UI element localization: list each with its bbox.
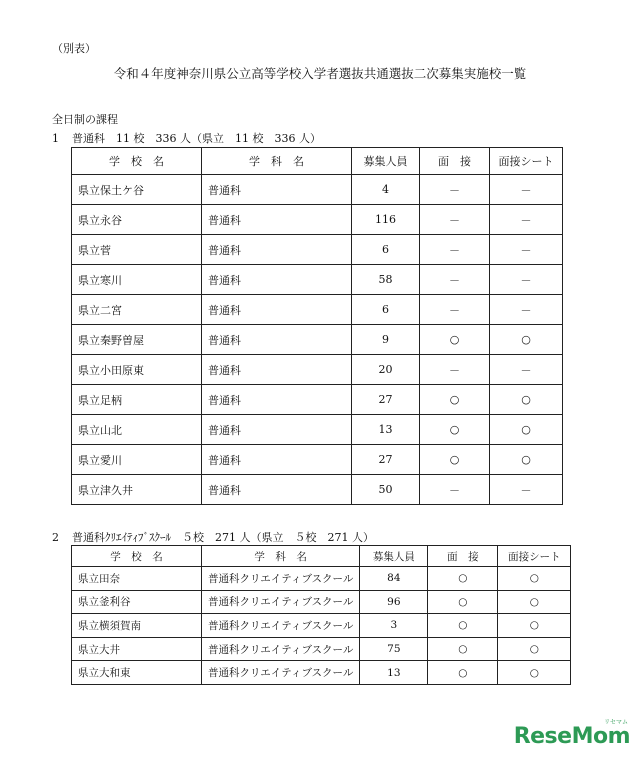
department-name: 普通科クリエイティブスクール: [202, 637, 360, 661]
interview-mark: －: [420, 205, 490, 235]
department-name: 普通科: [202, 415, 352, 445]
logo-text: ReseMom: [513, 724, 630, 749]
logo-subtext: リセマム: [604, 719, 628, 726]
capacity-value: 96: [360, 590, 428, 614]
interview-mark: －: [420, 295, 490, 325]
interview-sheet-mark: ○: [490, 415, 563, 445]
table-row: [72, 475, 563, 505]
interview-sheet-mark: ○: [498, 567, 571, 591]
capacity-value: 116: [352, 205, 420, 235]
interview-mark: ○: [428, 567, 498, 591]
department-name: 普通科クリエイティブスクール: [202, 614, 360, 638]
header-capacity: 募集人員: [352, 148, 420, 175]
department-name: 普通科: [202, 235, 352, 265]
capacity-value: 13: [360, 661, 428, 685]
interview-mark: ○: [428, 637, 498, 661]
annex-label: （別表）: [52, 42, 96, 55]
interview-sheet-mark: －: [490, 205, 563, 235]
interview-sheet-mark: ○: [490, 445, 563, 475]
school-name: 県立愛川: [72, 445, 202, 475]
school-name: 県立大井: [72, 637, 202, 661]
school-name: 県立寒川: [72, 265, 202, 295]
interview-mark: ○: [428, 661, 498, 685]
capacity-value: 27: [352, 445, 420, 475]
section-heading-1: [52, 130, 321, 146]
interview-mark: －: [420, 265, 490, 295]
interview-sheet-mark: ○: [498, 661, 571, 685]
section-heading-2: [52, 529, 374, 545]
header-interview-sheet: 面接シート: [490, 148, 563, 175]
table-row: [72, 235, 563, 265]
interview-sheet-mark: －: [490, 475, 563, 505]
department-name: 普通科クリエイティブスクール: [202, 567, 360, 591]
school-name: 県立菅: [72, 235, 202, 265]
table-row: [72, 614, 571, 638]
capacity-value: 84: [360, 567, 428, 591]
section-heading-text: 普通科ｸﾘｴｲﾃｨﾌﾞｽｸｰﾙ ５校 271 人（県立 ５校 271 人）: [72, 531, 374, 544]
table-row: [72, 567, 571, 591]
table-row: [72, 355, 563, 385]
header-department: 学 科 名: [202, 546, 360, 567]
school-name: 県立二宮: [72, 295, 202, 325]
department-name: 普通科クリエイティブスクール: [202, 661, 360, 685]
capacity-value: 27: [352, 385, 420, 415]
interview-mark: －: [420, 355, 490, 385]
interview-mark: －: [420, 475, 490, 505]
table-row: [72, 637, 571, 661]
section-number: 2: [52, 531, 59, 544]
header-capacity: 募集人員: [360, 546, 428, 567]
school-table-general: [71, 147, 563, 505]
section-heading-text: 普通科 11 校 336 人（県立 11 校 336 人）: [72, 132, 321, 145]
interview-sheet-mark: ○: [490, 325, 563, 355]
interview-sheet-mark: －: [490, 175, 563, 205]
table-row: [72, 445, 563, 475]
school-name: 県立大和東: [72, 661, 202, 685]
department-name: 普通科: [202, 385, 352, 415]
department-name: 普通科: [202, 175, 352, 205]
school-table-creative-school: [71, 545, 571, 685]
header-school: 学 校 名: [72, 148, 202, 175]
capacity-value: 50: [352, 475, 420, 505]
capacity-value: 58: [352, 265, 420, 295]
school-name: 県立田奈: [72, 567, 202, 591]
table-row: [72, 175, 563, 205]
interview-mark: ○: [428, 590, 498, 614]
interview-sheet-mark: ○: [490, 385, 563, 415]
interview-mark: ○: [420, 325, 490, 355]
capacity-value: 3: [360, 614, 428, 638]
interview-sheet-mark: －: [490, 295, 563, 325]
department-name: 普通科クリエイティブスクール: [202, 590, 360, 614]
school-name: 県立横須賀南: [72, 614, 202, 638]
department-name: 普通科: [202, 205, 352, 235]
department-name: 普通科: [202, 295, 352, 325]
school-name: 県立小田原東: [72, 355, 202, 385]
table-row: [72, 385, 563, 415]
department-name: 普通科: [202, 325, 352, 355]
capacity-value: 6: [352, 235, 420, 265]
table-row: [72, 265, 563, 295]
school-name: 県立永谷: [72, 205, 202, 235]
header-interview-sheet: 面接シート: [498, 546, 571, 567]
capacity-value: 6: [352, 295, 420, 325]
header-interview: 面 接: [420, 148, 490, 175]
header-school: 学 校 名: [72, 546, 202, 567]
interview-mark: －: [420, 235, 490, 265]
interview-mark: ○: [420, 415, 490, 445]
department-name: 普通科: [202, 355, 352, 385]
capacity-value: 75: [360, 637, 428, 661]
resemom-logo: [513, 719, 630, 749]
school-name: 県立津久井: [72, 475, 202, 505]
interview-sheet-mark: ○: [498, 614, 571, 638]
table-row: [72, 325, 563, 355]
table-row: [72, 590, 571, 614]
school-name: 県立保土ケ谷: [72, 175, 202, 205]
interview-mark: ○: [420, 385, 490, 415]
table-header-row: [72, 546, 571, 567]
section-number: 1: [52, 132, 59, 145]
table-row: [72, 295, 563, 325]
interview-mark: －: [420, 175, 490, 205]
school-name: 県立足柄: [72, 385, 202, 415]
capacity-value: 13: [352, 415, 420, 445]
department-name: 普通科: [202, 445, 352, 475]
interview-mark: ○: [420, 445, 490, 475]
table-row: [72, 661, 571, 685]
school-name: 県立秦野曽屋: [72, 325, 202, 355]
interview-sheet-mark: －: [490, 265, 563, 295]
department-name: 普通科: [202, 475, 352, 505]
capacity-value: 9: [352, 325, 420, 355]
table-header-row: [72, 148, 563, 175]
table-row: [72, 415, 563, 445]
header-department: 学 科 名: [202, 148, 352, 175]
school-name: 県立山北: [72, 415, 202, 445]
interview-sheet-mark: ○: [498, 590, 571, 614]
document-title: 令和４年度神奈川県公立高等学校入学者選抜共通選抜二次募集実施校一覧: [113, 66, 527, 81]
interview-sheet-mark: －: [490, 235, 563, 265]
department-name: 普通科: [202, 265, 352, 295]
school-name: 県立釜利谷: [72, 590, 202, 614]
header-interview: 面 接: [428, 546, 498, 567]
course-label: 全日制の課程: [52, 113, 118, 126]
interview-sheet-mark: ○: [498, 637, 571, 661]
interview-mark: ○: [428, 614, 498, 638]
table-row: [72, 205, 563, 235]
capacity-value: 20: [352, 355, 420, 385]
interview-sheet-mark: －: [490, 355, 563, 385]
capacity-value: 4: [352, 175, 420, 205]
